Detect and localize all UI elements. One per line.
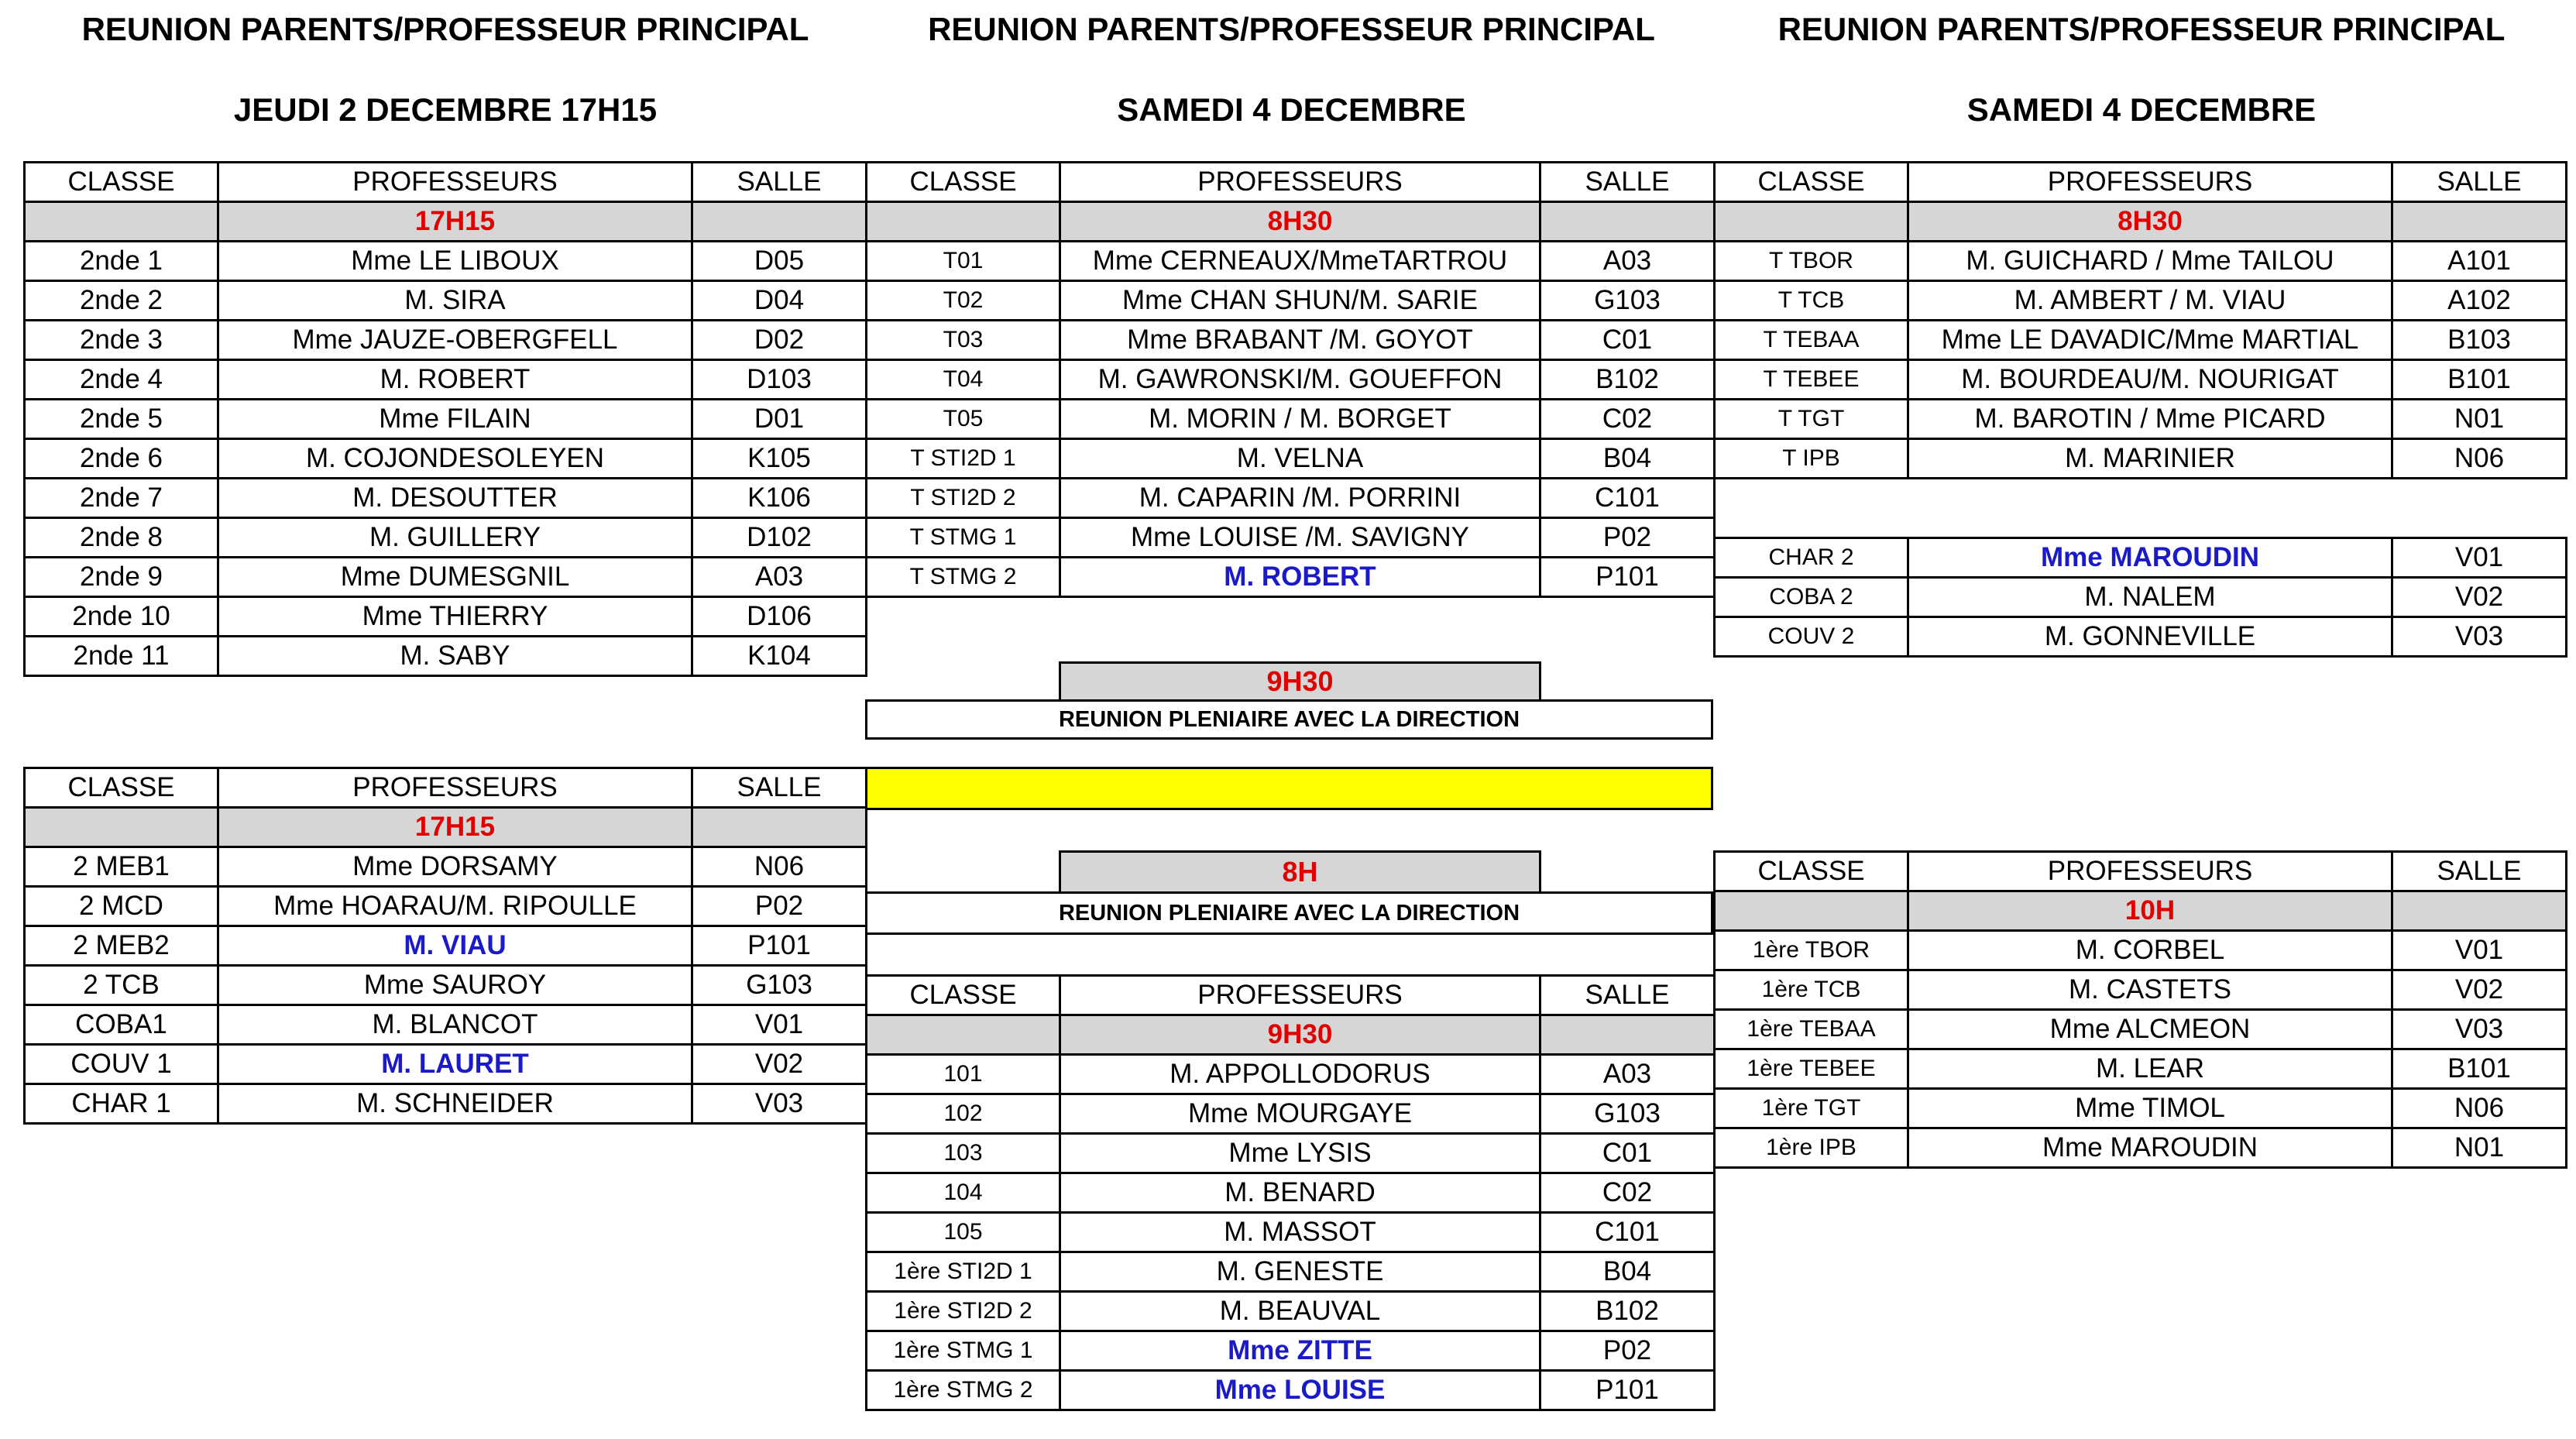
table-cell: Mme ALCMEON: [1908, 1010, 2392, 1049]
table-row: [1715, 439, 2567, 479]
table-row: [25, 558, 867, 597]
table-cell: T TBOR: [1715, 242, 1908, 281]
table-cell: [692, 202, 867, 242]
table-row: [25, 1084, 867, 1124]
table-cell: C02: [1540, 1173, 1715, 1213]
table-cell: M. CAPARIN /M. PORRINI: [1060, 479, 1540, 518]
table-cell: 102: [867, 1094, 1060, 1134]
header-classe: CLASSE: [1715, 852, 1908, 891]
table-cell: Mme LE DAVADIC/Mme MARTIAL: [1908, 321, 2392, 360]
header-professeurs: PROFESSEURS: [1908, 163, 2392, 202]
table-cell: T03: [867, 321, 1060, 360]
table-cell: Mme LE LIBOUX: [218, 242, 692, 281]
table-cell: P101: [692, 926, 867, 966]
table-row: [25, 637, 867, 676]
table-cell: COBA1: [25, 1005, 218, 1045]
table-row: [867, 1094, 1715, 1134]
table-cell: M. CORBEL: [1908, 931, 2392, 970]
table-terminale: [865, 161, 1716, 598]
table-row: [1715, 242, 2567, 281]
table-row: [25, 321, 867, 360]
table-cell: B103: [2392, 321, 2567, 360]
table-cell: 2nde 2: [25, 281, 218, 321]
table-cell: 2nde 8: [25, 518, 218, 558]
table-row: [867, 1173, 1715, 1213]
table-cell: M. BENARD: [1060, 1173, 1540, 1213]
table-cell: T IPB: [1715, 439, 1908, 479]
table-cell: M. ROBERT: [1060, 558, 1540, 597]
table-cell: B101: [2392, 1049, 2567, 1089]
header-salle: SALLE: [692, 163, 867, 202]
table-cell: Mme THIERRY: [218, 597, 692, 637]
table-cell: C101: [1540, 479, 1715, 518]
table-1-pro: [1713, 850, 2567, 1169]
table-cell: A101: [2392, 242, 2567, 281]
table-cell: M. LAURET: [218, 1045, 692, 1084]
table-row: [25, 1005, 867, 1045]
table-cell: M. GUICHARD / Mme TAILOU: [1908, 242, 2392, 281]
header-classe: CLASSE: [867, 976, 1060, 1015]
table-row: [25, 242, 867, 281]
table-cell: COUV 2: [1715, 617, 1908, 657]
date-col1: JEUDI 2 DECEMBRE 17H15: [233, 91, 658, 128]
table-row: [1715, 1010, 2567, 1049]
header-salle: SALLE: [1540, 976, 1715, 1015]
table-cell: P101: [1540, 558, 1715, 597]
table-cell: V03: [2392, 1010, 2567, 1049]
header-classe: CLASSE: [25, 768, 218, 808]
table-cell: [692, 808, 867, 847]
table-cell: T02: [867, 281, 1060, 321]
table-row: [1715, 538, 2567, 578]
header-classe: CLASSE: [25, 163, 218, 202]
table-cell: M. BAROTIN / Mme PICARD: [1908, 400, 2392, 439]
table-cell: 2nde 6: [25, 439, 218, 479]
table-cell: V01: [2392, 931, 2567, 970]
table-row: [25, 439, 867, 479]
table-cell: N01: [2392, 1128, 2567, 1168]
table-cell: CHAR 1: [25, 1084, 218, 1124]
pleniere-1-label: REUNION PLENIAIRE AVEC LA DIRECTION: [865, 699, 1713, 740]
table-cell: N01: [2392, 400, 2567, 439]
table-row: [25, 887, 867, 926]
table-cell: P02: [1540, 518, 1715, 558]
table-cell: M. AMBERT / M. VIAU: [1908, 281, 2392, 321]
table-row: [867, 1292, 1715, 1331]
table-cell: A03: [1540, 1055, 1715, 1094]
table-row: [25, 281, 867, 321]
time-label: 8H30: [1060, 202, 1540, 242]
table-cell: T TEBAA: [1715, 321, 1908, 360]
table-cell: N06: [2392, 439, 2567, 479]
header-professeurs: PROFESSEURS: [218, 163, 692, 202]
table-cell: M. COJONDESOLEYEN: [218, 439, 692, 479]
table-row: [1715, 400, 2567, 439]
header-salle: SALLE: [692, 768, 867, 808]
table-row: [25, 400, 867, 439]
table-cell: V02: [2392, 970, 2567, 1010]
table-cell: Mme CERNEAUX/MmeTARTROU: [1060, 242, 1540, 281]
table-cell: D04: [692, 281, 867, 321]
header-salle: SALLE: [2392, 163, 2567, 202]
table-row: [1715, 970, 2567, 1010]
title-col2: REUNION PARENTS/PROFESSEUR PRINCIPAL: [928, 11, 1655, 47]
table-cell: M. BLANCOT: [218, 1005, 692, 1045]
time-label: 8H30: [1908, 202, 2392, 242]
table-cell: 2nde 9: [25, 558, 218, 597]
table-header: [1715, 852, 2567, 891]
table-cell: M. MARINIER: [1908, 439, 2392, 479]
time-label: 17H15: [218, 202, 692, 242]
date-col2: SAMEDI 4 DECEMBRE: [1117, 91, 1466, 128]
table-row: [25, 966, 867, 1005]
table-row: [867, 1331, 1715, 1371]
table-cell: B04: [1540, 439, 1715, 479]
table-cell: Mme ZITTE: [1060, 1331, 1540, 1371]
table-cell: 2nde 4: [25, 360, 218, 400]
table-cell: 2nde 11: [25, 637, 218, 676]
table-cell: D01: [692, 400, 867, 439]
table-row: [867, 1213, 1715, 1252]
table-cell: [1540, 1015, 1715, 1055]
table-cell: [1540, 202, 1715, 242]
table-cell: 1ère IPB: [1715, 1128, 1908, 1168]
time-label: 10H: [1908, 891, 2392, 931]
table-cell: 2nde 5: [25, 400, 218, 439]
divider-line: [865, 932, 867, 974]
highlight-bar: [865, 767, 1713, 810]
table-cell: N06: [2392, 1089, 2567, 1128]
table-cell: M. SIRA: [218, 281, 692, 321]
table-row: [867, 400, 1715, 439]
table-row: [1715, 1128, 2567, 1168]
table-cell: V03: [2392, 617, 2567, 657]
table-row: [25, 360, 867, 400]
table-cell: 1ère TGT: [1715, 1089, 1908, 1128]
table-cell: 1ère STI2D 1: [867, 1252, 1060, 1292]
table-cell: C101: [1540, 1213, 1715, 1252]
table-header: [25, 163, 867, 202]
table-cell: Mme HOARAU/M. RIPOULLE: [218, 887, 692, 926]
table-row: [1715, 281, 2567, 321]
table-row: [25, 1045, 867, 1084]
table-row: [1715, 1089, 2567, 1128]
time-row: [25, 808, 867, 847]
table-row: [1715, 578, 2567, 617]
table-cell: [867, 202, 1060, 242]
table-cell: CHAR 2: [1715, 538, 1908, 578]
table-cell: Mme DUMESGNIL: [218, 558, 692, 597]
table-cell: 2 MCD: [25, 887, 218, 926]
time-row: [1715, 891, 2567, 931]
table-cell: M. GAWRONSKI/M. GOUEFFON: [1060, 360, 1540, 400]
table-cell: 104: [867, 1173, 1060, 1213]
time-row: [867, 202, 1715, 242]
table-cell: COBA 2: [1715, 578, 1908, 617]
table-cell: 101: [867, 1055, 1060, 1094]
table-cell: Mme LYSIS: [1060, 1134, 1540, 1173]
table-premiere: [865, 974, 1716, 1411]
time-row: [25, 202, 867, 242]
table-row: [25, 479, 867, 518]
table-cell: [25, 202, 218, 242]
table-cell: [2392, 891, 2567, 931]
table-cell: P101: [1540, 1371, 1715, 1410]
table-header: [25, 768, 867, 808]
table-cell: T STI2D 1: [867, 439, 1060, 479]
time-label: 9H30: [1060, 1015, 1540, 1055]
table-cell: Mme JAUZE-OBERGFELL: [218, 321, 692, 360]
table-cell: P02: [1540, 1331, 1715, 1371]
header-professeurs: PROFESSEURS: [1060, 976, 1540, 1015]
table-row: [1715, 931, 2567, 970]
table-row: [867, 439, 1715, 479]
table-cell: D102: [692, 518, 867, 558]
table-row: [1715, 360, 2567, 400]
table-cell: Mme BRABANT /M. GOYOT: [1060, 321, 1540, 360]
table-cell: [1715, 891, 1908, 931]
table-cell: M. VIAU: [218, 926, 692, 966]
table-cell: D05: [692, 242, 867, 281]
table-cell: G103: [692, 966, 867, 1005]
table-cell: 1ère TCB: [1715, 970, 1908, 1010]
table-cell: T TEBEE: [1715, 360, 1908, 400]
table-cell: P02: [692, 887, 867, 926]
table-cell: M. DESOUTTER: [218, 479, 692, 518]
table-header: [867, 163, 1715, 202]
table-row: [867, 558, 1715, 597]
table-cell: Mme TIMOL: [1908, 1089, 2392, 1128]
time-label: 17H15: [218, 808, 692, 847]
pleniere-2-time: 8H: [1059, 850, 1541, 894]
table-cell: M. ROBERT: [218, 360, 692, 400]
table-cell: V02: [2392, 578, 2567, 617]
table-cell: M. APPOLLODORUS: [1060, 1055, 1540, 1094]
table-cell: T STI2D 2: [867, 479, 1060, 518]
table-cell: K104: [692, 637, 867, 676]
table-cell: M. SABY: [218, 637, 692, 676]
table-cell: [25, 808, 218, 847]
table-cell: 1ère STMG 1: [867, 1331, 1060, 1371]
table-cell: N06: [692, 847, 867, 887]
table-cell: Mme LOUISE: [1060, 1371, 1540, 1410]
table-row: [867, 281, 1715, 321]
table-cell: Mme MAROUDIN: [1908, 538, 2392, 578]
table-cell: M. BOURDEAU/M. NOURIGAT: [1908, 360, 2392, 400]
table-cell: 2nde 3: [25, 321, 218, 360]
header-professeurs: PROFESSEURS: [1908, 852, 2392, 891]
table-cell: Mme MAROUDIN: [1908, 1128, 2392, 1168]
table-cell: V03: [692, 1084, 867, 1124]
table-cell: M. GENESTE: [1060, 1252, 1540, 1292]
title-col1: REUNION PARENTS/PROFESSEUR PRINCIPAL: [81, 11, 809, 47]
table-header: [1715, 163, 2567, 202]
header-classe: CLASSE: [1715, 163, 1908, 202]
table-cell: Mme SAUROY: [218, 966, 692, 1005]
table-cell: C02: [1540, 400, 1715, 439]
table-row: [867, 1371, 1715, 1410]
header-classe: CLASSE: [867, 163, 1060, 202]
table-cell: M. MASSOT: [1060, 1213, 1540, 1252]
table-cell: M. GONNEVILLE: [1908, 617, 2392, 657]
table-row: [1715, 1049, 2567, 1089]
table-cell: A03: [1540, 242, 1715, 281]
table-cell: Mme FILAIN: [218, 400, 692, 439]
table-cell: K106: [692, 479, 867, 518]
table-cell: D103: [692, 360, 867, 400]
table-cell: 1ère TEBAA: [1715, 1010, 1908, 1049]
table-header: [867, 976, 1715, 1015]
table-seconde: [23, 161, 867, 677]
pleniere-2-label: REUNION PLENIAIRE AVEC LA DIRECTION: [865, 891, 1713, 935]
header-professeurs: PROFESSEURS: [1060, 163, 1540, 202]
table-row: [867, 321, 1715, 360]
table-cell: 103: [867, 1134, 1060, 1173]
table-cell: M. SCHNEIDER: [218, 1084, 692, 1124]
table-cell: V01: [692, 1005, 867, 1045]
table-cell: T STMG 2: [867, 558, 1060, 597]
table-cell: Mme LOUISE /M. SAVIGNY: [1060, 518, 1540, 558]
header-salle: SALLE: [2392, 852, 2567, 891]
time-row: [1715, 202, 2567, 242]
table-cell: D02: [692, 321, 867, 360]
table-t-pro: [1713, 161, 2567, 479]
table-t-pro-extra: [1713, 537, 2567, 658]
table-cell: T STMG 1: [867, 518, 1060, 558]
title-col3: REUNION PARENTS/PROFESSEUR PRINCIPAL: [1777, 11, 2506, 47]
table-cell: A03: [692, 558, 867, 597]
table-cell: Mme MOURGAYE: [1060, 1094, 1540, 1134]
table-cell: 2nde 1: [25, 242, 218, 281]
table-cell: V02: [692, 1045, 867, 1084]
table-cell: B102: [1540, 360, 1715, 400]
table-cell: M. VELNA: [1060, 439, 1540, 479]
table-cell: Mme DORSAMY: [218, 847, 692, 887]
table-row: [25, 518, 867, 558]
table-cell: A102: [2392, 281, 2567, 321]
table-cell: M. LEAR: [1908, 1049, 2392, 1089]
table-row: [25, 597, 867, 637]
table-row: [867, 518, 1715, 558]
table-cell: 105: [867, 1213, 1060, 1252]
table-cell: B101: [2392, 360, 2567, 400]
table-cell: M. CASTETS: [1908, 970, 2392, 1010]
table-row: [867, 479, 1715, 518]
table-cell: V01: [2392, 538, 2567, 578]
table-cell: M. GUILLERY: [218, 518, 692, 558]
table-cell: Mme CHAN SHUN/M. SARIE: [1060, 281, 1540, 321]
header-salle: SALLE: [1540, 163, 1715, 202]
table-row: [25, 926, 867, 966]
pleniere-1-time: 9H30: [1059, 661, 1541, 702]
date-col3: SAMEDI 4 DECEMBRE: [1966, 91, 2317, 128]
table-cell: 1ère STMG 2: [867, 1371, 1060, 1410]
table-cell: 1ère TEBEE: [1715, 1049, 1908, 1089]
table-cell: T TGT: [1715, 400, 1908, 439]
table-cell: M. MORIN / M. BORGET: [1060, 400, 1540, 439]
header-professeurs: PROFESSEURS: [218, 768, 692, 808]
table-pro: [23, 767, 867, 1125]
time-row: [867, 1015, 1715, 1055]
table-cell: 2nde 7: [25, 479, 218, 518]
table-row: [867, 242, 1715, 281]
table-cell: COUV 1: [25, 1045, 218, 1084]
table-cell: M. BEAUVAL: [1060, 1292, 1540, 1331]
table-cell: [867, 1015, 1060, 1055]
table-row: [1715, 617, 2567, 657]
table-cell: 2 MEB2: [25, 926, 218, 966]
table-cell: 2 TCB: [25, 966, 218, 1005]
table-cell: D106: [692, 597, 867, 637]
table-cell: B102: [1540, 1292, 1715, 1331]
table-row: [867, 1055, 1715, 1094]
table-cell: [1715, 202, 1908, 242]
table-cell: 2 MEB1: [25, 847, 218, 887]
table-cell: G103: [1540, 281, 1715, 321]
table-cell: T04: [867, 360, 1060, 400]
table-cell: 1ère TBOR: [1715, 931, 1908, 970]
table-cell: G103: [1540, 1094, 1715, 1134]
table-cell: 1ère STI2D 2: [867, 1292, 1060, 1331]
table-cell: T01: [867, 242, 1060, 281]
table-row: [867, 1252, 1715, 1292]
table-cell: C01: [1540, 1134, 1715, 1173]
table-row: [867, 360, 1715, 400]
table-row: [867, 1134, 1715, 1173]
table-cell: B04: [1540, 1252, 1715, 1292]
table-cell: T TCB: [1715, 281, 1908, 321]
table-cell: T05: [867, 400, 1060, 439]
table-cell: M. NALEM: [1908, 578, 2392, 617]
table-cell: [2392, 202, 2567, 242]
table-cell: C01: [1540, 321, 1715, 360]
table-row: [25, 847, 867, 887]
table-row: [1715, 321, 2567, 360]
table-cell: K105: [692, 439, 867, 479]
table-cell: 2nde 10: [25, 597, 218, 637]
